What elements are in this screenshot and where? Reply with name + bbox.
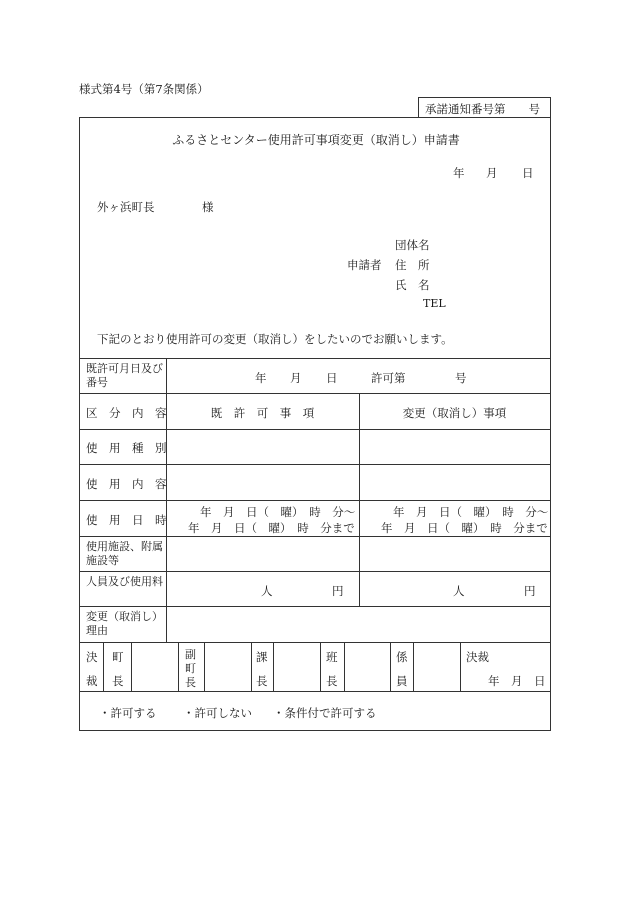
column-divider [204, 642, 205, 691]
row-divider [80, 500, 550, 501]
applicant-name: 氏 名 [395, 278, 430, 292]
applicant-heading: 申請者 [347, 258, 382, 272]
usage-content-label: 使 用 内 容 [86, 477, 167, 491]
notice-number-label: 承諾通知番号第 [425, 102, 506, 116]
date-month: 月 [486, 166, 498, 180]
addressee-honorific: 様 [202, 200, 214, 214]
usage-type-existing-field[interactable] [170, 433, 355, 461]
changed-datetime-from: 年 月 日（ 曜） 時 分～ [393, 505, 549, 519]
option-conditional[interactable]: ・条件付で許可する [273, 706, 377, 720]
row-divider [80, 464, 550, 465]
applicant-organization: 団体名 [395, 238, 430, 252]
existing-yen-unit: 円 [332, 584, 344, 598]
changed-yen-unit: 円 [524, 584, 536, 598]
row-divider [80, 606, 550, 607]
application-form [79, 117, 551, 731]
existing-column-header: 既 許 可 事 項 [210, 406, 315, 420]
column-divider [166, 358, 167, 642]
date-day: 日 [522, 166, 534, 180]
hanchou-char-1: 班 [326, 650, 338, 664]
kachou-char-1: 課 [256, 650, 268, 664]
row-divider [80, 358, 550, 359]
date-year: 年 [453, 166, 465, 180]
usage-datetime-label: 使 用 日 時 [86, 513, 167, 527]
column-divider [103, 642, 104, 691]
addressee-name: 外ヶ浜町長 [97, 200, 155, 214]
usage-content-existing-field[interactable] [170, 468, 355, 496]
column-divider [413, 642, 414, 691]
changed-people-unit: 人 [453, 584, 465, 598]
applicant-tel: TEL [423, 297, 446, 310]
kessai-char-2: 裁 [86, 674, 98, 688]
column-divider [390, 642, 391, 691]
existing-datetime-to: 年 月 日（ 曜） 時 分まで [188, 521, 355, 535]
kakariin-char-2: 員 [396, 674, 408, 688]
row-divider [80, 691, 550, 692]
row-divider [80, 642, 550, 643]
usage-content-changed-field[interactable] [363, 468, 546, 496]
column-divider [251, 642, 252, 691]
kachou-char-2: 長 [256, 674, 268, 688]
permit-date-month: 月 [290, 371, 302, 385]
chouchou-char-2: 長 [112, 674, 124, 688]
facility-label: 使用施設、附属施設等 [86, 540, 163, 567]
permit-date-day: 日 [326, 371, 338, 385]
reason-field[interactable] [170, 610, 546, 638]
fukuchouchou-char-3: 長 [185, 676, 196, 689]
option-approve[interactable]: ・許可する [99, 706, 157, 720]
changed-datetime-to: 年 月 日（ 曜） 時 分まで [381, 521, 548, 535]
existing-people-unit: 人 [261, 584, 273, 598]
changed-column-header: 変更（取消し）事項 [402, 406, 507, 420]
chouchou-char-1: 町 [112, 650, 124, 664]
row-divider [80, 536, 550, 537]
kessai-date-label: 決裁 [466, 650, 489, 664]
request-text: 下記のとおり使用許可の変更（取消し）をしたいのでお願いします。 [97, 332, 453, 346]
row-divider [80, 393, 550, 394]
permit-date-label: 既許可月日及び番号 [86, 362, 163, 389]
category-label: 区 分 内 容 [86, 406, 167, 420]
usage-type-changed-field[interactable] [363, 433, 546, 461]
fukuchouchou-char-1: 副 [185, 648, 196, 661]
column-divider [460, 642, 461, 691]
form-title: ふるさとセンター使用許可事項変更（取消し）申請書 [172, 133, 460, 147]
applicant-address: 住 所 [395, 258, 430, 272]
kakariin-char-1: 係 [396, 650, 408, 664]
column-divider [320, 642, 321, 691]
hanchou-char-2: 長 [326, 674, 338, 688]
column-divider [178, 642, 179, 691]
column-divider [273, 642, 274, 691]
permit-number-prefix: 許可第 [371, 371, 406, 385]
option-reject[interactable]: ・許可しない [183, 706, 252, 720]
facility-changed-field[interactable] [363, 540, 546, 568]
fee-label: 人員及び使用料 [86, 575, 163, 588]
kessai-char-1: 決 [86, 650, 98, 664]
row-divider [80, 571, 550, 572]
form-number: 様式第4号（第7条関係） [79, 82, 209, 96]
row-divider [80, 429, 550, 430]
notice-number-box [418, 97, 551, 117]
column-divider [131, 642, 132, 691]
reason-label: 変更（取消し）理由 [86, 610, 163, 637]
existing-datetime-from: 年 月 日（ 曜） 時 分～ [200, 505, 356, 519]
permit-date-year: 年 [255, 371, 267, 385]
fukuchouchou-char-2: 町 [185, 662, 196, 675]
column-divider [344, 642, 345, 691]
usage-type-label: 使 用 種 別 [86, 441, 167, 455]
column-divider [359, 393, 360, 606]
kessai-date: 年 月 日 [488, 674, 546, 688]
facility-existing-field[interactable] [170, 540, 355, 568]
permit-number-suffix: 号 [455, 371, 467, 385]
notice-number-suffix: 号 [528, 102, 540, 116]
